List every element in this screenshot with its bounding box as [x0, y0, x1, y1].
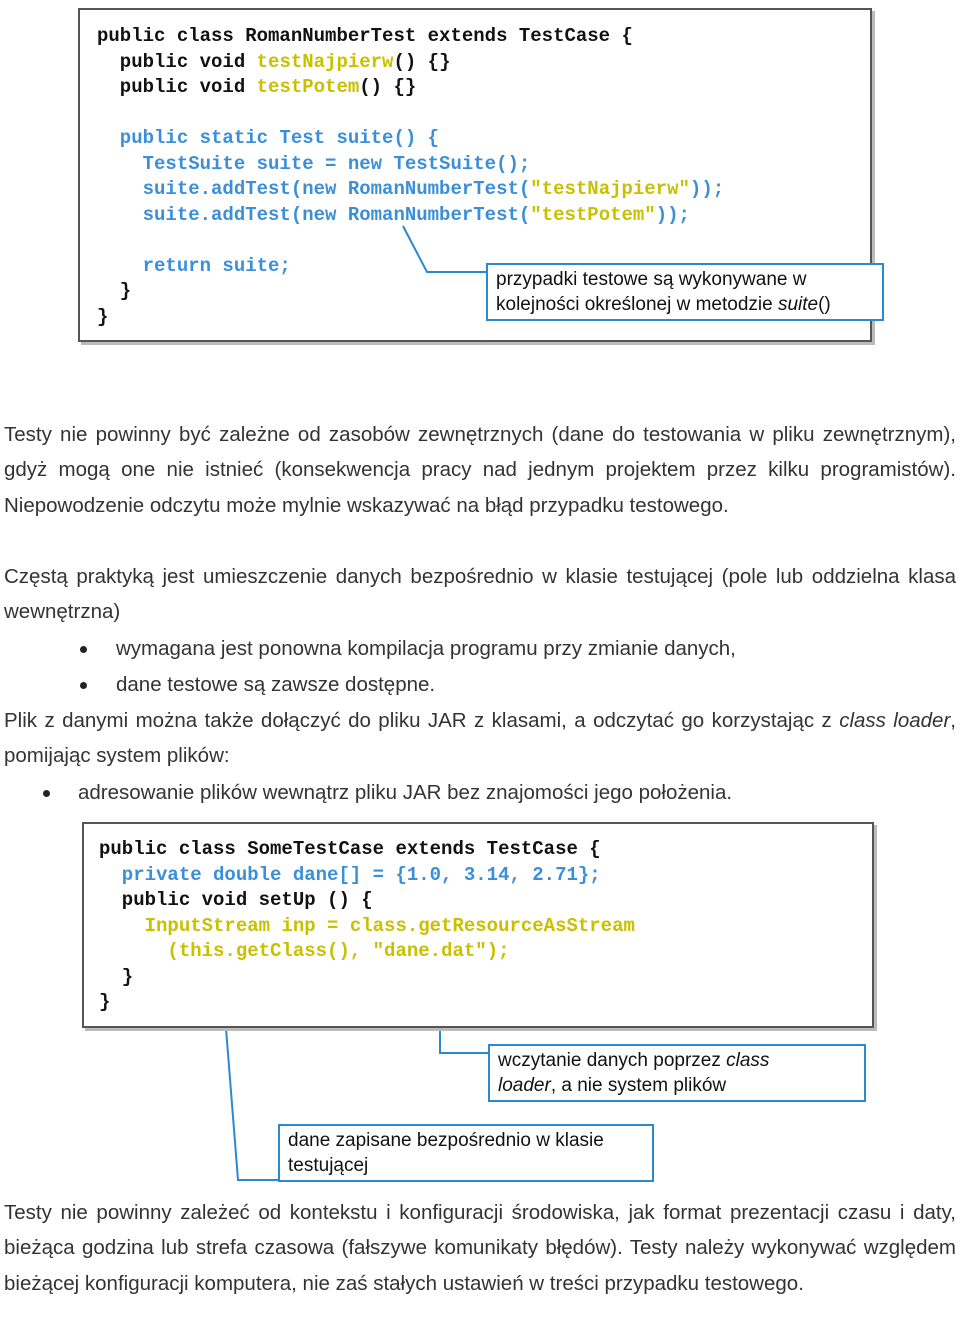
- code-figure-some-test-case: [82, 822, 874, 1028]
- callout-data-in-class: dane zapisane bezpośrednio w klasie testującej: [278, 1124, 654, 1182]
- paragraph-external-resources: Testy nie powinny być zależne od zasobów zewnętrznych (dane do testowania w pliku zewnętrznym), gdyż mogą one nie istnieć (konsekwencja pracy nad jednym projektem przez kilku programistów). Niepowodzenie odczytu może mylnie wskazywać na błąd przypadku testowego.: [4, 423, 956, 517]
- code-token: }: [97, 280, 132, 302]
- code-token: () {}: [393, 50, 451, 73]
- code-token: ));: [655, 203, 690, 226]
- code-line: [99, 990, 635, 1016]
- bullet-dot: [43, 790, 50, 797]
- bullet-dot: [80, 646, 87, 653]
- paragraph-data-in-class: Częstą praktyką jest umieszczenie danych bezpośrednio w klasie testującej (pole lub oddzielna klasa wewnętrzna): [4, 565, 956, 624]
- code-token: }: [97, 305, 109, 328]
- code-token: "dane.dat": [372, 940, 487, 962]
- code-line: [99, 914, 635, 940]
- code-listing: [99, 837, 635, 1016]
- code-token: TestSuite suite = new TestSuite();: [97, 152, 531, 175]
- code-token: public void: [97, 50, 257, 73]
- code-token: return suite;: [97, 254, 291, 277]
- bullet-item: dane testowe są zawsze dostępne.: [116, 673, 436, 696]
- callout-class-loader: wczytanie danych poprzez class loader, a nie system plików: [488, 1044, 866, 1102]
- bullet-dot: [80, 682, 87, 689]
- code-line: [99, 837, 635, 863]
- code-token: public class RomanNumberTest extends TestCase {: [97, 25, 633, 47]
- code-token: public static Test suite() {: [97, 127, 440, 149]
- paragraph-environment-context: Testy nie powinny zależeć od kontekstu i konfiguracji środowiska, jak format prezentacji czasu i daty, bieżąca godzina lub strefa czasowa (fałszywe komunikaty błędów). Testy należy wykonywać względem bieżącej konfiguracji komputera, nie zaś stałych ustawień w treści przypadku testowego.: [4, 1201, 956, 1295]
- code-token: }: [99, 965, 134, 988]
- code-token: "testNajpierw": [530, 178, 690, 200]
- code-line: [99, 863, 635, 889]
- code-token: );: [486, 940, 510, 962]
- code-line: [99, 939, 635, 965]
- code-token: (this.getClass(),: [99, 940, 373, 962]
- code-line: [99, 888, 635, 914]
- code-token: suite.addTest(new RomanNumberTest(: [97, 178, 531, 200]
- bullet-item: adresowanie plików wewnątrz pliku JAR bez znajomości jego położenia.: [78, 781, 733, 804]
- code-token: }: [99, 991, 111, 1013]
- callout-suite-order: przypadki testowe są wykonywane w kolejności określonej w metodzie suite(): [486, 263, 884, 321]
- code-token: public void: [97, 76, 257, 98]
- code-token: ));: [689, 178, 725, 200]
- code-line: [99, 965, 635, 991]
- code-token: () {}: [359, 76, 417, 98]
- code-token: "testPotem": [530, 203, 656, 226]
- code-token: public void setUp () {: [99, 889, 373, 911]
- code-token: InputStream inp = class.getResourceAsStream: [99, 914, 635, 937]
- bullet-item: wymagana jest ponowna kompilacja programu przy zmianie danych,: [116, 637, 736, 660]
- code-token: testNajpierw: [256, 50, 394, 73]
- paragraph-jar-resources: Plik z danymi można także dołączyć do pliku JAR z klasami, a odczytać go korzystając z class loader, pomijając system plików:: [4, 709, 956, 768]
- code-token: testPotem: [256, 76, 360, 98]
- code-token: private double dane[] = {1.0, 3.14, 2.71};: [99, 863, 601, 886]
- code-token: suite.addTest(new RomanNumberTest(: [97, 203, 531, 226]
- code-token: public class SomeTestCase extends TestCase {: [99, 838, 601, 860]
